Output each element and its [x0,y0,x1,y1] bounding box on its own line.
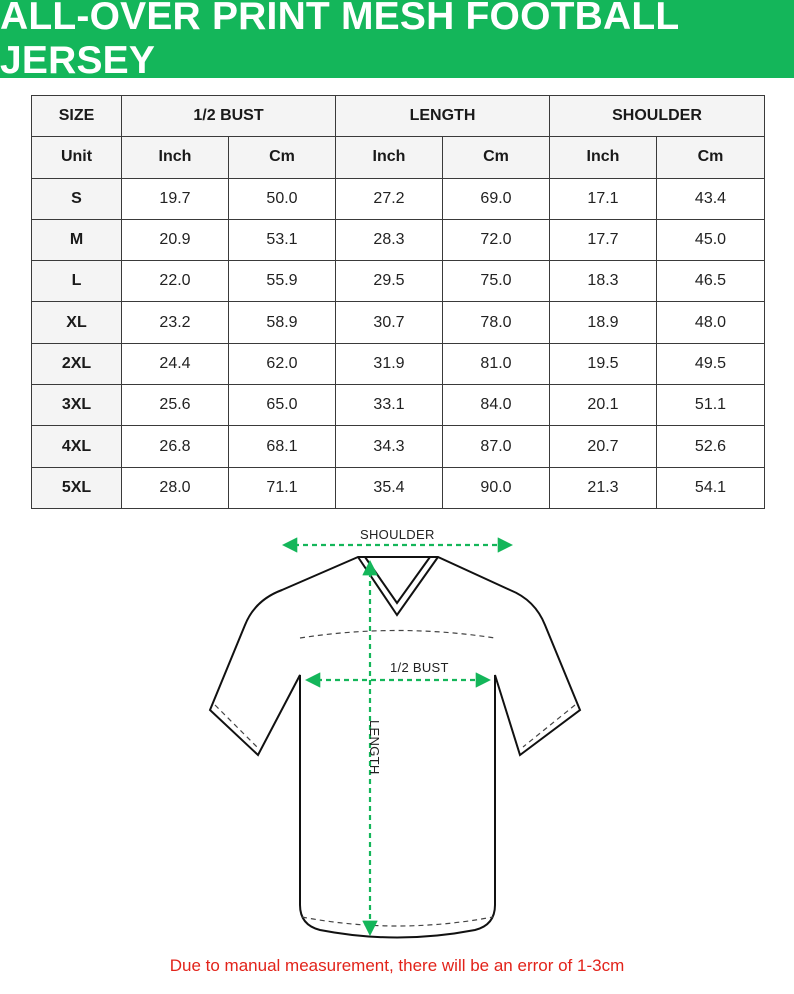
measurement-cell: 33.1 [336,385,443,426]
measurement-cell: 50.0 [229,178,336,219]
size-cell: 4XL [32,426,122,467]
unit-cell: Cm [443,137,550,178]
right-sleeve-hem [523,705,575,747]
measurement-cell: 20.7 [550,426,657,467]
measurement-cell: 72.0 [443,219,550,260]
measurement-cell: 18.9 [550,302,657,343]
measurement-cell: 30.7 [336,302,443,343]
bust-label: 1/2 BUST [390,660,449,675]
measurement-cell: 65.0 [229,385,336,426]
jersey-yoke-seam [300,631,495,639]
measurement-cell: 31.9 [336,343,443,384]
size-cell: 3XL [32,385,122,426]
measurement-cell: 81.0 [443,343,550,384]
jersey-outline-icon [0,515,794,955]
table-row [32,178,765,219]
table-row [32,343,765,384]
measurement-cell: 19.7 [122,178,229,219]
measurement-cell: 48.0 [657,302,765,343]
measurement-cell: 90.0 [443,467,550,508]
measurement-cell: 45.0 [657,219,765,260]
measurement-cell: 58.9 [229,302,336,343]
unit-cell: Unit [32,137,122,178]
measurement-cell: 84.0 [443,385,550,426]
measurement-cell: 19.5 [550,343,657,384]
measurement-cell: 17.1 [550,178,657,219]
measurement-cell: 62.0 [229,343,336,384]
size-cell: 2XL [32,343,122,384]
measurement-cell: 20.1 [550,385,657,426]
table-unit-row [32,137,765,178]
unit-cell: Cm [229,137,336,178]
measurement-cell: 24.4 [122,343,229,384]
measurement-cell: 69.0 [443,178,550,219]
measurement-note: Due to manual measurement, there will be an error of 1-3cm [169,956,625,975]
measurement-cell: 17.7 [550,219,657,260]
unit-cell: Inch [336,137,443,178]
left-sleeve-hem [215,705,257,747]
table-row [32,385,765,426]
table-row [32,467,765,508]
measurement-cell: 18.3 [550,261,657,302]
header-shoulder: SHOULDER [550,96,765,137]
header-length: LENGTH [336,96,550,137]
measurement-cell: 28.3 [336,219,443,260]
size-chart-table [31,95,765,509]
measurement-cell: 52.6 [657,426,765,467]
measurement-cell: 27.2 [336,178,443,219]
size-cell: L [32,261,122,302]
page-title: ALL-OVER PRINT MESH FOOTBALL JERSEY [0,0,794,78]
measurement-cell: 21.3 [550,467,657,508]
measurement-cell: 25.6 [122,385,229,426]
measurement-cell: 55.9 [229,261,336,302]
measurement-cell: 53.1 [229,219,336,260]
measurement-cell: 20.9 [122,219,229,260]
jersey-collar-inner [365,557,430,603]
measurement-cell: 87.0 [443,426,550,467]
table-header-row [32,96,765,137]
measurement-diagram [0,515,794,955]
measurement-cell: 49.5 [657,343,765,384]
measurement-cell: 29.5 [336,261,443,302]
measurement-cell: 46.5 [657,261,765,302]
measurement-cell: 78.0 [443,302,550,343]
measurement-cell: 51.1 [657,385,765,426]
measurement-cell: 34.3 [336,426,443,467]
measurement-cell: 54.1 [657,467,765,508]
bottom-hem [302,917,493,926]
shoulder-label: SHOULDER [360,527,435,542]
size-cell: 5XL [32,467,122,508]
size-cell: XL [32,302,122,343]
measurement-cell: 68.1 [229,426,336,467]
measurement-cell: 35.4 [336,467,443,508]
measurement-cell: 23.2 [122,302,229,343]
unit-cell: Inch [122,137,229,178]
table-row [32,426,765,467]
measurement-cell: 71.1 [229,467,336,508]
measurement-cell: 28.0 [122,467,229,508]
jersey-body-outline [210,557,580,938]
measurement-cell: 26.8 [122,426,229,467]
table-row [32,261,765,302]
size-cell: M [32,219,122,260]
measurement-cell: 43.4 [657,178,765,219]
length-label: LENGTH [367,720,382,775]
unit-cell: Inch [550,137,657,178]
measurement-cell: 22.0 [122,261,229,302]
header-size: SIZE [32,96,122,137]
table-row [32,219,765,260]
measurement-cell: 75.0 [443,261,550,302]
header-bust: 1/2 BUST [122,96,336,137]
table-row [32,302,765,343]
size-cell: S [32,178,122,219]
unit-cell: Cm [657,137,765,178]
